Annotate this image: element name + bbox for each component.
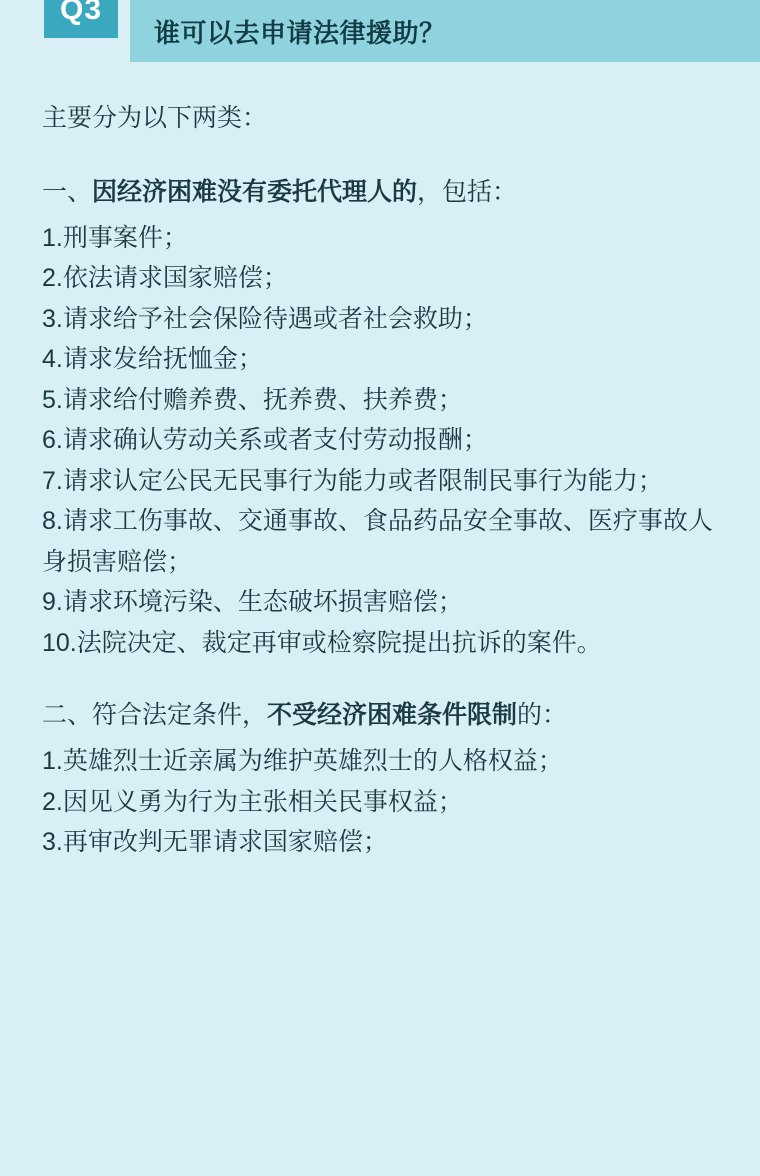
section-two-suffix: 的： — [517, 701, 568, 729]
list-item: 8.请求工伤事故、交通事故、食品药品安全事故、医疗事故人身损害赔偿； — [42, 507, 713, 576]
list-item: 9.请求环境污染、生态破坏损害赔偿； — [42, 588, 463, 616]
page-title: 谁可以去申请法律援助？ — [154, 17, 446, 48]
lead-paragraph: 主要分为以下两类： — [42, 104, 268, 132]
question-number-badge: Q3 — [44, 0, 118, 38]
title-bar — [130, 0, 760, 62]
section-one-heading — [42, 172, 718, 212]
list-item: 2.依法请求国家赔偿； — [42, 264, 288, 292]
page-content — [0, 100, 760, 863]
list-item: 10.法院决定、裁定再审或检察院提出抗诉的案件。 — [42, 628, 602, 657]
list-item: 6.请求确认劳动关系或者支付劳动报酬； — [42, 426, 488, 454]
list-item: 7.请求认定公民无民事行为能力或者限制民事行为能力； — [42, 466, 663, 495]
list-item: 3.请求给予社会保险待遇或者社会救助； — [42, 304, 488, 333]
list-item: 3.再审改判无罪请求国家赔偿； — [42, 828, 388, 856]
list-item: 1.刑事案件； — [42, 223, 188, 252]
list-item: 4.请求发给抚恤金； — [42, 345, 263, 373]
section-two-heading — [42, 695, 718, 735]
page-header — [0, 0, 760, 72]
section-two-bold: 不受经济困难条件限制 — [267, 701, 518, 729]
section-one-suffix: ，包括： — [417, 177, 518, 206]
list-item: 1.英雄烈士近亲属为维护英雄烈士的人格权益； — [42, 747, 563, 775]
list-item: 2.因见义勇为行为主张相关民事权益； — [42, 787, 463, 816]
section-two-prefix: 二、符合法定条件， — [42, 701, 268, 729]
section-one-bold: 因经济困难没有委托代理人的 — [92, 177, 418, 206]
section-spacer — [42, 663, 718, 695]
list-item: 5.请求给付赡养费、抚养费、扶养费； — [42, 385, 463, 414]
section-one-prefix: 一、 — [42, 177, 93, 206]
